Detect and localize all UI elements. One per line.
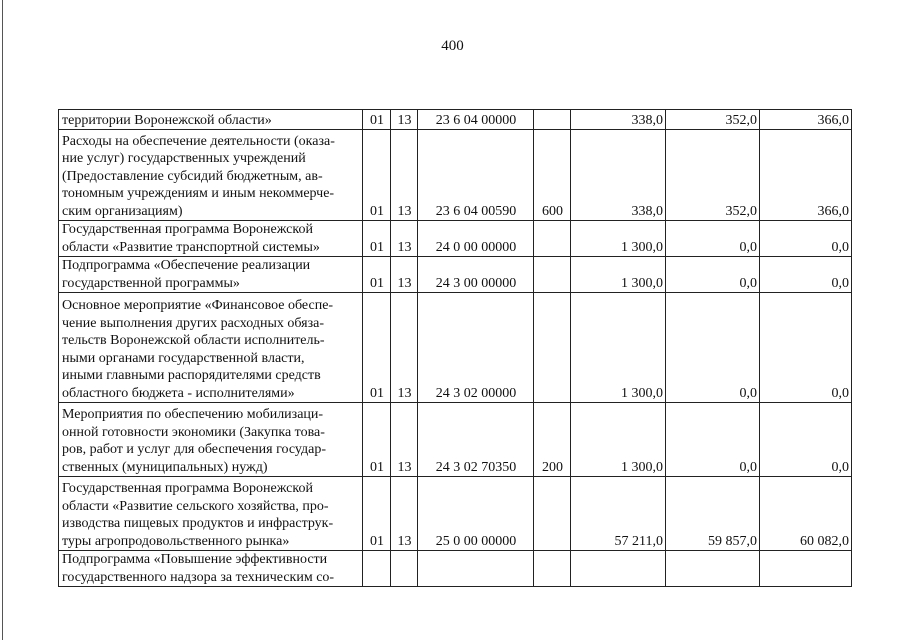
subsection-code — [391, 257, 418, 293]
subsection-code-text: 13 — [397, 112, 412, 128]
row-name — [59, 477, 363, 551]
target-article-code — [418, 403, 534, 477]
table-row — [59, 293, 852, 403]
section-code — [363, 110, 391, 130]
row-name-text: Подпрограмма «Повышение эффективности государственного надзора за техническим со- — [62, 552, 335, 585]
subsection-code — [391, 551, 418, 587]
table-row — [59, 130, 852, 221]
amount-year-2 — [666, 130, 760, 221]
target-article-code — [418, 477, 534, 551]
amount-year-2-text: 59 857,0 — [708, 533, 757, 549]
amount-year-2 — [666, 221, 760, 257]
amount-year-1-text: 1 300,0 — [621, 239, 663, 255]
amount-year-1 — [571, 403, 666, 477]
target-article-code — [418, 130, 534, 221]
amount-year-3-text: 0,0 — [831, 385, 849, 401]
subsection-code — [391, 110, 418, 130]
page-number: 400 — [441, 38, 464, 54]
subsection-code-text: 13 — [397, 239, 412, 255]
expense-type-code — [534, 130, 571, 221]
amount-year-1 — [571, 130, 666, 221]
row-name — [59, 130, 363, 221]
row-name-text: территории Воронежской области» — [62, 112, 272, 128]
section-code — [363, 551, 391, 587]
amount-year-3 — [760, 221, 852, 257]
subsection-code — [391, 221, 418, 257]
table-row — [59, 221, 852, 257]
target-article-code-text: 24 3 00 00000 — [435, 275, 517, 291]
amount-year-2 — [666, 257, 760, 293]
subsection-code-text: 13 — [397, 385, 412, 401]
subsection-code — [391, 477, 418, 551]
expense-type-code — [534, 477, 571, 551]
amount-year-2 — [666, 293, 760, 403]
amount-year-1 — [571, 477, 666, 551]
amount-year-3-text: 366,0 — [817, 203, 849, 219]
expense-type-code — [534, 403, 571, 477]
target-article-code-text: 23 6 04 00590 — [435, 203, 517, 219]
amount-year-1 — [571, 110, 666, 130]
amount-year-1-text: 1 300,0 — [621, 275, 663, 291]
row-name-text: Подпрограмма «Обеспечение реализации государственной программы» — [62, 258, 311, 291]
amount-year-2 — [666, 403, 760, 477]
subsection-code — [391, 130, 418, 221]
amount-year-2 — [666, 551, 760, 587]
amount-year-1 — [571, 293, 666, 403]
table-row — [59, 257, 852, 293]
expense-type-code — [534, 293, 571, 403]
section-code — [363, 293, 391, 403]
target-article-code-text: 25 0 00 00000 — [435, 533, 517, 549]
amount-year-1-text: 57 211,0 — [614, 533, 663, 549]
table-row — [59, 477, 852, 551]
row-name-text: Государственная программа Воронежской области «Развитие сельского хозяйства, про- изводства пищевых продуктов и инфраструк- туры агропродовольственного рынка» — [62, 481, 334, 549]
target-article-code — [418, 293, 534, 403]
row-name-text: Мероприятия по обеспечению мобилизаци- онной готовности экономики (Закупка това- ров, работ и услуг для обеспечения государ- ственных (муниципальных) нужд) — [62, 407, 327, 475]
amount-year-2-text: 352,0 — [725, 203, 757, 219]
table-row — [59, 110, 852, 130]
target-article-code — [418, 257, 534, 293]
subsection-code-text: 13 — [397, 203, 412, 219]
row-name — [59, 110, 363, 130]
amount-year-1-text: 338,0 — [631, 203, 663, 219]
expense-type-code-text: 200 — [542, 459, 563, 475]
amount-year-1-text: 1 300,0 — [621, 385, 663, 401]
amount-year-3-text: 0,0 — [831, 239, 849, 255]
target-article-code — [418, 551, 534, 587]
amount-year-3-text: 60 082,0 — [800, 533, 849, 549]
amount-year-1-text: 338,0 — [631, 112, 663, 128]
amount-year-2-text: 352,0 — [725, 112, 757, 128]
expense-type-code — [534, 257, 571, 293]
target-article-code-text: 23 6 04 00000 — [435, 112, 517, 128]
amount-year-2 — [666, 477, 760, 551]
amount-year-3 — [760, 110, 852, 130]
amount-year-3 — [760, 257, 852, 293]
expense-type-code-text: 600 — [542, 203, 563, 219]
amount-year-1 — [571, 257, 666, 293]
table-row — [59, 403, 852, 477]
row-name — [59, 221, 363, 257]
amount-year-2-text: 0,0 — [739, 385, 757, 401]
amount-year-1 — [571, 551, 666, 587]
target-article-code-text: 24 3 02 00000 — [435, 385, 517, 401]
amount-year-2-text: 0,0 — [739, 459, 757, 475]
amount-year-3 — [760, 130, 852, 221]
row-name-text: Государственная программа Воронежской области «Развитие транспортной системы» — [62, 222, 320, 255]
expense-type-code — [534, 551, 571, 587]
amount-year-3 — [760, 551, 852, 587]
target-article-code — [418, 221, 534, 257]
amount-year-3-text: 366,0 — [817, 112, 849, 128]
table-row — [59, 551, 852, 587]
section-code — [363, 403, 391, 477]
budget-table — [58, 109, 852, 587]
target-article-code-text: 24 3 02 70350 — [435, 459, 517, 475]
subsection-code — [391, 293, 418, 403]
expense-type-code — [534, 221, 571, 257]
section-code — [363, 221, 391, 257]
row-name-text: Основное мероприятие «Финансовое обеспе- чение выполнения других расходных обяза- тельств Воронежской области исполнитель- ными органами государственной власти, иными главными распорядителями средств областного бюджета - исполнителями» — [62, 298, 334, 401]
amount-year-1-text: 1 300,0 — [621, 459, 663, 475]
target-article-code-text: 24 0 00 00000 — [435, 239, 517, 255]
row-name — [59, 403, 363, 477]
expense-type-code — [534, 110, 571, 130]
amount-year-3 — [760, 403, 852, 477]
section-code — [363, 130, 391, 221]
amount-year-3 — [760, 477, 852, 551]
section-code-text: 01 — [370, 112, 384, 128]
section-code-text: 01 — [370, 203, 384, 219]
amount-year-2-text: 0,0 — [739, 275, 757, 291]
section-code-text: 01 — [370, 239, 384, 255]
section-code-text: 01 — [370, 533, 384, 549]
row-name — [59, 257, 363, 293]
subsection-code — [391, 403, 418, 477]
target-article-code — [418, 110, 534, 130]
row-name — [59, 293, 363, 403]
amount-year-3 — [760, 293, 852, 403]
row-name — [59, 551, 363, 587]
section-code-text: 01 — [370, 385, 384, 401]
subsection-code-text: 13 — [397, 533, 412, 549]
section-code-text: 01 — [370, 459, 384, 475]
section-code — [363, 257, 391, 293]
page-left-edge — [2, 0, 3, 640]
row-name-text: Расходы на обеспечение деятельности (оказа- ние услуг) государственных учреждений (Предоставление субсидий бюджетным, ав- тономным учреждениям и иным некоммерче- ским организациям) — [62, 133, 335, 219]
amount-year-2 — [666, 110, 760, 130]
subsection-code-text: 13 — [397, 459, 412, 475]
section-code — [363, 477, 391, 551]
subsection-code-text: 13 — [397, 275, 412, 291]
amount-year-2-text: 0,0 — [739, 239, 757, 255]
amount-year-3-text: 0,0 — [831, 459, 849, 475]
section-code-text: 01 — [370, 275, 384, 291]
amount-year-3-text: 0,0 — [831, 275, 849, 291]
amount-year-1 — [571, 221, 666, 257]
